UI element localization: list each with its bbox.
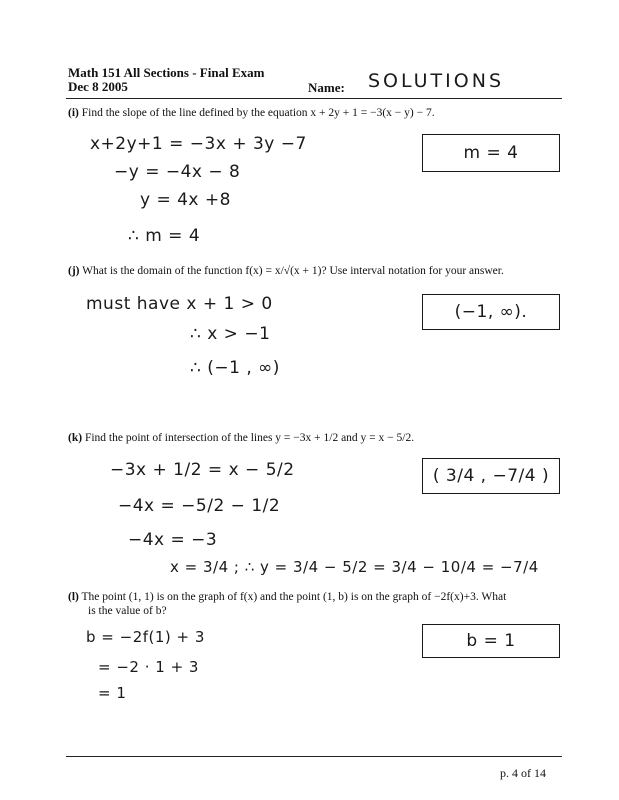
- answer-box: [422, 134, 560, 172]
- answer-box: [422, 458, 560, 494]
- question-prompt: Find the slope of the line defined by the equation x + 2y + 1 = −3(x − y) − 7.: [81, 107, 435, 119]
- question-prompt: What is the domain of the function f(x) = x/√(x + 1)? Use interval notation for your answer.: [82, 265, 504, 277]
- question-l: [68, 590, 506, 605]
- work-line: ∴ (−1 , ∞): [190, 358, 280, 378]
- work-line: −4x = −5/2 − 1/2: [118, 496, 281, 516]
- answer-box: [422, 294, 560, 330]
- answer-text: (−1, ∞).: [454, 302, 528, 322]
- work-line: −y = −4x − 8: [114, 162, 241, 182]
- work-line: −3x + 1/2 = x − 5/2: [110, 460, 295, 480]
- question-k: [68, 431, 414, 446]
- work-line: = 1: [98, 684, 127, 702]
- name-label: Name:: [308, 80, 345, 95]
- question-i: [68, 106, 435, 121]
- work-line: x = 3/4 ; ∴ y = 3/4 − 5/2 = 3/4 − 10/4 = −7/4: [170, 558, 539, 576]
- question-prompt: The point (1, 1) is on the graph of f(x) and the point (1, b) is on the graph of −2f(x)+3. What: [81, 591, 507, 603]
- work-line: y = 4x +8: [140, 190, 231, 210]
- work-line: x+2y+1 = −3x + 3y −7: [90, 134, 307, 154]
- question-prompt-continued: is the value of b?: [88, 605, 167, 617]
- work-line: −4x = −3: [128, 530, 218, 550]
- question-number: (l): [68, 591, 79, 603]
- work-line: b = −2f(1) + 3: [86, 628, 205, 646]
- answer-box: [422, 624, 560, 658]
- answer-text: m = 4: [463, 143, 519, 163]
- exam-title: Math 151 All Sections - Final Exam: [68, 65, 265, 80]
- page-number: p. 4 of 14: [500, 766, 546, 780]
- question-number: (j): [68, 265, 80, 277]
- exam-date: Dec 8 2005: [68, 79, 128, 94]
- question-number: (k): [68, 432, 83, 444]
- question-prompt: Find the point of intersection of the lines y = −3x + 1/2 and y = x − 5/2.: [84, 432, 415, 444]
- work-line: must have x + 1 > 0: [86, 294, 273, 314]
- work-line: ∴ m = 4: [128, 226, 201, 246]
- question-j: [68, 264, 504, 279]
- name-value: SOLUTIONS: [368, 70, 504, 92]
- work-line: ∴ x > −1: [190, 324, 271, 344]
- answer-text: b = 1: [466, 631, 516, 651]
- header-rule: [66, 98, 562, 99]
- work-line: = −2 · 1 + 3: [98, 658, 199, 676]
- answer-text: ( 3/4 , −7/4 ): [432, 466, 550, 486]
- footer-rule: [66, 756, 562, 757]
- question-number: (i): [68, 107, 79, 119]
